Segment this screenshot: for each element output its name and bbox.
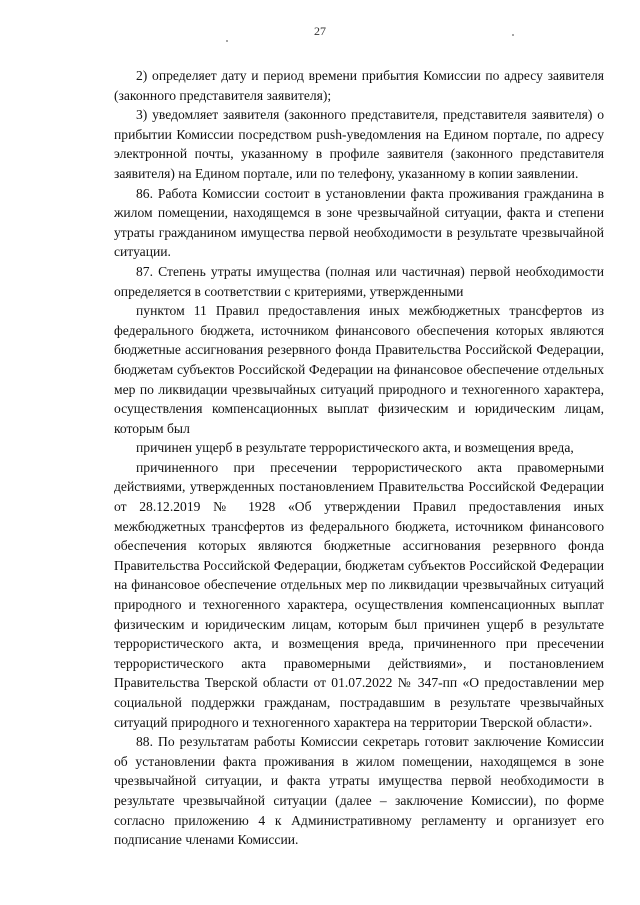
paragraph-87-continuation-1: пунктом 11 Правил предоставления иных межбюджетных трансфертов из федерального бюджета, источником финансового обеспечения которых являются бюджетные ассигнования резервного фонда Правительства Российской Федерации, бюджетам субъектов Российской Федерации на финансовое обеспечение отдельных мер по ликвидации чрезвычайных ситуаций природного и техногенного характера, осуществления компенсационных выплат физическим и юридическим лицам, которым был bbox=[114, 303, 604, 436]
paragraph-86: 86. Работа Комиссии состоит в установлении факта проживания гражданина в жилом помещении, находящемся в зоне чрезвычайной ситуации, факта и степени утраты гражданином имущества первой необходимости в результате чрезвычайной ситуации. bbox=[114, 185, 604, 260]
page-number: 27 bbox=[314, 24, 326, 38]
paragraph-87-continuation-3: причиненного при пресечении террористического акта правомерными действиями, утвержденных постановлением Правительства Российской Федерации от 28.12.2019 № 1928 «Об утверждении Правил предоставления иных межбюджетных трансфертов из федерального бюджета, источником финансового обеспечения которых являются бюджетные ассигнования резервного фонда Правительства Российской Федерации, бюджетам субъектов Российской Федерации на финансовое обеспечение отдельных мер по ликвидации чрезвычайных ситуаций природного и техногенного характера, осуществления компенсационных выплат физическим и юридическим лицам, которым был причинен ущерб в результате террористического акта, и возмещения вреда, причиненного при пресечении террористического акта правомерными действиями», и постановлением Правительства Тверской области от 01.07.2022 № 347-пп «О предоставлении мер социальной поддержки гражданам, пострадавшим в результате чрезвычайных ситуаций природного и техногенного характера на территории Тверской области». bbox=[114, 459, 604, 730]
scan-speck bbox=[226, 40, 228, 42]
paragraph-87: 87. Степень утраты имущества (полная или частичная) первой необходимости определяется в соответствии с критериями, утвержденными bbox=[114, 263, 604, 299]
paragraph-88: 88. По результатам работы Комиссии секретарь готовит заключение Комиссии об установлении факта проживания в жилом помещении, находящемся в зоне чрезвычайной ситуации, и факта утраты имущества первой необходимости в результате чрезвычайной ситуации (далее – заключение Комиссии), по форме согласно приложению 4 к Административному регламенту и организует его подписание членами Комиссии. bbox=[114, 734, 604, 848]
paragraph-87-continuation-2: причинен ущерб в результате террористического акта, и возмещения вреда, bbox=[136, 440, 574, 456]
scan-speck bbox=[512, 34, 514, 36]
document-body bbox=[114, 66, 604, 850]
paragraph-item-3: 3) уведомляет заявителя (законного представителя, представителя заявителя) о прибытии Комиссии посредством push-уведомления на Едином портале, по адресу электронной почты, указанному в профиле заявителя (законного представителя заявителя) на Едином портале, или по телефону, указанному в копии заявлении. bbox=[114, 107, 604, 181]
paragraph-item-2: 2) определяет дату и период времени прибытия Комиссии по адресу заявителя (законного представителя заявителя); bbox=[114, 68, 604, 103]
